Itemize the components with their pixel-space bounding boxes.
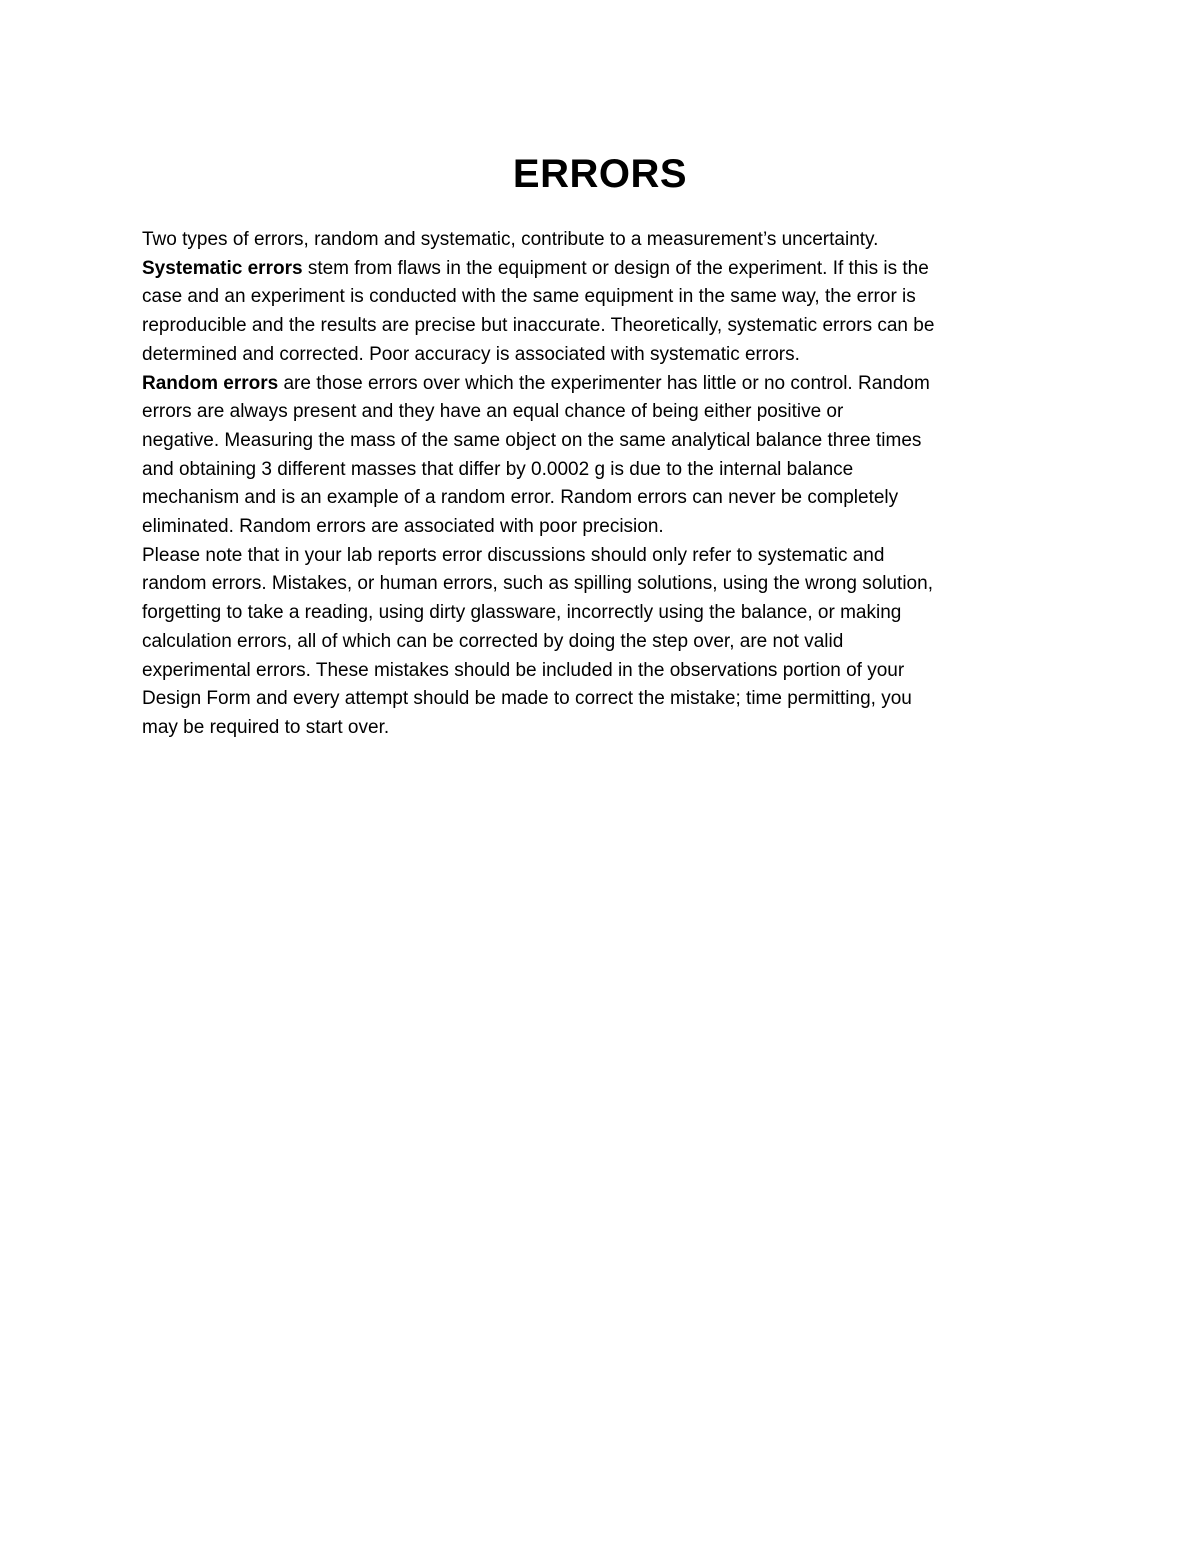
random-line: eliminated. Random errors are associated with poor precision. [142, 516, 664, 538]
systematic-errors-term: Systematic errors [142, 257, 303, 279]
random-line: errors are always present and they have an equal chance of being either positive or [142, 401, 844, 423]
random-line: and obtaining 3 different masses that differ by 0.0002 g is due to the internal balance [142, 458, 854, 480]
systematic-line: determined and corrected. Poor accuracy is associated with systematic errors. [142, 343, 800, 365]
note-line: Please note that in your lab reports error discussions should only refer to systematic and [142, 544, 885, 566]
systematic-first-line [142, 255, 1072, 284]
systematic-line: reproducible and the results are precise but inaccurate. Theoretically, systematic errors can be [142, 315, 935, 337]
note-line: random errors. Mistakes, or human errors, such as spilling solutions, using the wrong solution, [142, 573, 933, 595]
random-line: negative. Measuring the mass of the same object on the same analytical balance three times [142, 429, 922, 451]
intro-line: Two types of errors, random and systematic, contribute to a measurement’s uncertainty. [142, 229, 879, 250]
note-line: forgetting to take a reading, using dirty glassware, incorrectly using the balance, or making [142, 602, 902, 624]
random-first-line-text: are those errors over which the experimenter has little or no control. Random [278, 372, 930, 394]
systematic-line: case and an experiment is conducted with the same equipment in the same way, the error is [142, 286, 916, 308]
note-line: Design Form and every attempt should be made to correct the mistake; time permitting, you [142, 688, 912, 710]
document-body [142, 226, 1072, 743]
random-line: mechanism and is an example of a random error. Random errors can never be completely [142, 487, 899, 509]
note-line: calculation errors, all of which can be corrected by doing the step over, are not valid [142, 630, 844, 652]
random-first-line [142, 370, 1072, 399]
random-errors-term: Random errors [142, 372, 279, 394]
page-title: ERRORS [512, 152, 688, 196]
note-line: may be required to start over. [142, 716, 390, 738]
systematic-first-line-text: stem from flaws in the equipment or design of the experiment. If this is the [302, 257, 929, 279]
note-line: experimental errors. These mistakes should be included in the observations portion of your [142, 659, 905, 681]
